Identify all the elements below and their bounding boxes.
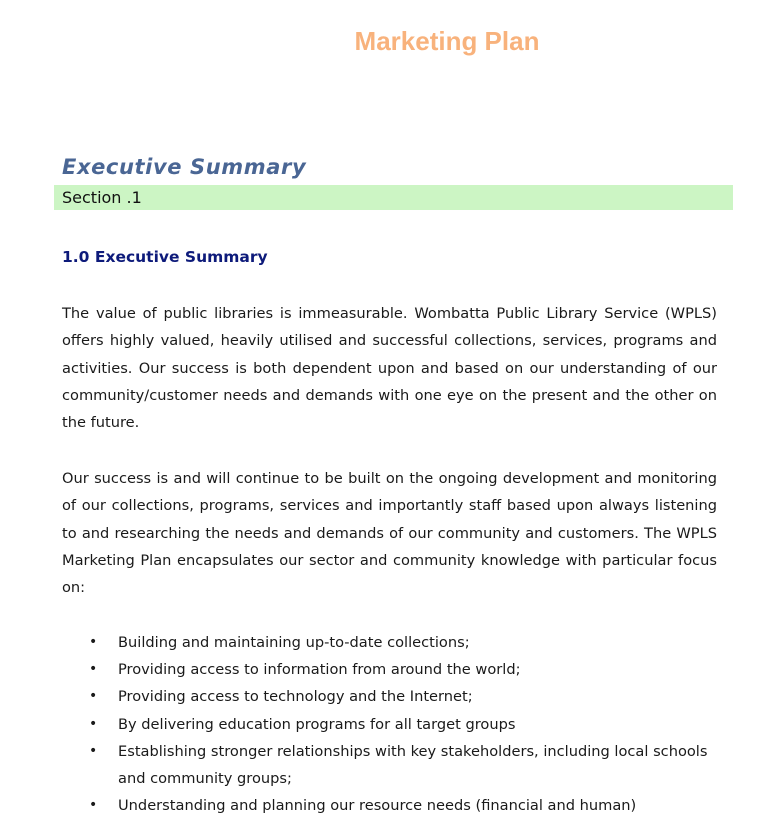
list-item bbox=[62, 629, 717, 656]
list-item-text: Providing access to technology and the Internet; bbox=[118, 688, 473, 706]
bullet-icon: • bbox=[89, 661, 98, 678]
list-item-text: By delivering education programs for all target groups bbox=[118, 715, 516, 733]
section-heading: Executive Summary bbox=[62, 155, 307, 179]
bullet-icon: • bbox=[89, 634, 98, 650]
list-item bbox=[62, 792, 717, 819]
list-item bbox=[62, 656, 717, 683]
list-item-text: Understanding and planning our resource needs (financial and human) bbox=[118, 797, 637, 815]
list-item-text: Establishing stronger relationships with key stakeholders, including local schools and community groups; bbox=[118, 742, 708, 788]
section-label-band bbox=[54, 185, 733, 210]
list-item-text: Providing access to information from around the world; bbox=[118, 661, 521, 679]
document-title: Marketing Plan bbox=[354, 26, 540, 56]
list-item bbox=[62, 683, 717, 710]
bullet-icon: • bbox=[89, 715, 98, 732]
subsection-heading: 1.0 Executive Summary bbox=[62, 248, 268, 266]
list-item-text: Building and maintaining up-to-date collections; bbox=[118, 634, 470, 651]
bullet-icon: • bbox=[89, 797, 98, 814]
paragraph-focus: Our success is and will continue to be built on the ongoing development and monitoring of our collections, programs, services and importantly staff based upon always listening to and researching the needs and demands of our community and customers. The WPLS Marketing Plan encapsulates our sector and community knowledge with particular focus on: bbox=[62, 470, 717, 597]
paragraph-intro: The value of public libraries is immeasurable. Wombatta Public Library Service (WPLS) offers highly valued, heavily utilised and successful collections, services, programs and activities. Our success is both dependent upon and based on our understanding of our community/customer needs and demands with one eye on the present and the other on the future. bbox=[62, 305, 717, 432]
bullet-icon: • bbox=[89, 742, 98, 759]
bullet-icon: • bbox=[89, 688, 98, 705]
list-item bbox=[62, 738, 717, 792]
focus-bullet-list bbox=[62, 629, 717, 819]
list-item bbox=[62, 711, 717, 738]
section-label: Section .1 bbox=[62, 188, 142, 207]
